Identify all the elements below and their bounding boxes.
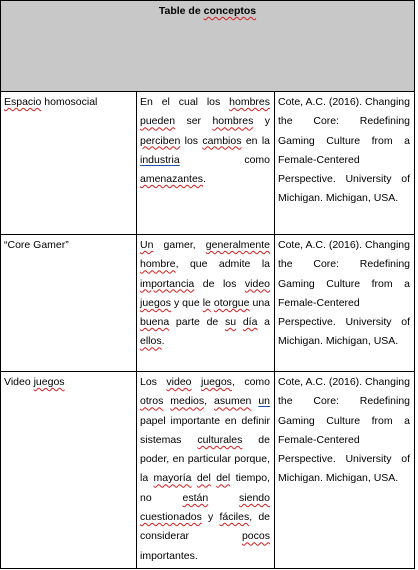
- def-text: , de considerar: [140, 511, 270, 543]
- citation-cell: [275, 235, 415, 372]
- def-word: un: [258, 395, 271, 408]
- def-word: le: [202, 296, 211, 309]
- def-text: a: [257, 316, 271, 329]
- def-text: [208, 492, 239, 504]
- def-word: hombres: [212, 115, 254, 128]
- term-word: juegos: [33, 376, 65, 388]
- definition-text: [137, 92, 274, 189]
- def-text: y: [201, 511, 220, 524]
- def-text: Los: [140, 376, 167, 388]
- term-word: Espacio: [4, 96, 42, 108]
- def-word: están: [182, 491, 209, 504]
- definition-text: [137, 235, 274, 352]
- definition-cell: [137, 235, 275, 372]
- table-row: [1, 235, 415, 372]
- def-word: mayoría: [153, 472, 192, 485]
- def-text: los: [180, 134, 203, 147]
- def-word: siendo: [239, 491, 270, 504]
- def-text: tiempo, no: [140, 472, 271, 504]
- def-word: del: [196, 472, 211, 485]
- citation-text: Cote, A.C. (2016). Changing the Core: Redefining Gaming Culture from a Female-Centered Perspective. University of Michigan. Michigan, USA.: [278, 96, 410, 205]
- def-word: pueden: [140, 115, 176, 128]
- def-text: y: [253, 115, 270, 128]
- def-word: hombre: [140, 258, 176, 271]
- def-word: fáciles: [219, 511, 250, 524]
- def-text: papel importante en definir sistemas: [140, 414, 270, 446]
- def-text: una: [249, 296, 271, 309]
- def-word: hombres: [229, 96, 270, 108]
- def-word: Un: [140, 239, 154, 251]
- table-title: [1, 1, 415, 92]
- def-text: importantes.: [140, 549, 198, 562]
- def-word: otros: [140, 395, 164, 408]
- def-text: en la: [241, 134, 270, 147]
- citation-text: Cote, A.C. (2016). Changing the Core: Redefining Gaming Culture from a Female-Centered Perspective. University of Michigan. Michigan, USA.: [278, 376, 410, 485]
- term-cell: [1, 92, 137, 235]
- def-word: generalmente: [205, 239, 270, 251]
- def-word: video: [166, 376, 192, 388]
- def-word: culturales: [197, 433, 243, 446]
- def-word: del: [216, 472, 231, 485]
- def-word: perciben: [140, 134, 181, 147]
- definition-text: [137, 372, 274, 566]
- def-text: y que: [170, 296, 203, 309]
- def-word: pocos: [241, 530, 270, 543]
- def-word: día: [242, 316, 258, 329]
- def-text: , que admite la: [175, 258, 270, 271]
- citation-cell: [275, 92, 415, 235]
- def-word: asumen: [214, 395, 252, 408]
- def-word: juegos: [200, 376, 232, 388]
- def-word: industria: [140, 153, 180, 166]
- term-text: [1, 92, 136, 112]
- def-word: juegos: [140, 296, 171, 309]
- term-cell: [1, 235, 137, 372]
- term-text: [1, 372, 136, 392]
- def-word: cuestionados: [140, 511, 202, 524]
- def-text: .: [161, 335, 165, 348]
- table-row: [1, 92, 415, 235]
- title-word: conceptos: [203, 5, 257, 17]
- def-word: su: [225, 316, 237, 329]
- def-text: En el cual los: [140, 96, 230, 108]
- def-word: video: [244, 277, 270, 290]
- def-text: ,: [204, 395, 215, 408]
- citation-text: Cote, A.C. (2016). Changing the Core: Redefining Gaming Culture from a Female-Centered Perspective. University of Michigan. Michigan, USA.: [278, 239, 410, 348]
- def-word: amenazantes: [140, 173, 204, 186]
- table-row: [1, 372, 415, 569]
- definition-cell: [137, 372, 275, 569]
- def-word: cambios: [202, 134, 242, 147]
- def-text: de poder, en particular porque, la: [140, 433, 270, 485]
- definition-cell: [137, 92, 275, 235]
- def-text: , como: [231, 376, 270, 388]
- term-rest: homosocial: [41, 96, 98, 108]
- title-prefix: Table de: [158, 5, 204, 17]
- term-cell: [1, 372, 137, 569]
- def-text: .: [203, 173, 206, 186]
- def-text: ser: [175, 115, 213, 128]
- def-word: medios: [170, 395, 205, 408]
- def-word: ellos: [140, 335, 162, 348]
- def-text: como: [179, 153, 270, 166]
- def-word: otorgue: [213, 296, 250, 309]
- term-prefix: Video: [4, 376, 34, 388]
- def-text: de los: [194, 277, 245, 290]
- term-text: “Core Gamer”: [4, 239, 69, 251]
- def-text: [236, 316, 243, 328]
- table-title-row: [1, 1, 415, 92]
- def-text: parte de: [169, 316, 225, 329]
- def-text: [192, 376, 201, 388]
- def-text: gamer,: [153, 239, 206, 251]
- def-word: buena: [140, 316, 170, 329]
- citation-cell: [275, 372, 415, 569]
- def-word: importancia: [140, 277, 195, 290]
